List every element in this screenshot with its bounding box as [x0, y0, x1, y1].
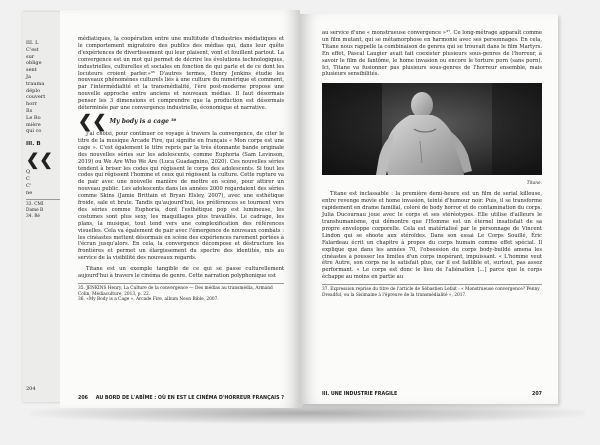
back-line: sur — [26, 53, 35, 60]
back-line: mière — [26, 121, 41, 128]
quote-marks-icon: ❮❮ — [78, 111, 107, 132]
back-line: C'est — [26, 46, 39, 53]
paragraph: au service d'une « monstrueuse convergence »³⁷. Ce long-métrage apparaît comme un film mutant, qui se métamorphose en harmonie avec ses personnages. En cela, Titane nous rappelle la combinaison de genres qui se trouvait dans le film Martyrs. En effet, Pascal Laugier avait fait coexister plusieurs sous-genres de l'horreur, à savoir le film de fantôme, le home invasion ou encore le torture porn (sans porn). Ici, Titane va fusionner pas plusieurs sous-genres de l'horreur ensemble, mais plusieurs sensibilités. — [322, 30, 542, 78]
section-title: My body is a cage ³⁶ — [109, 118, 177, 126]
back-line: horr — [26, 101, 38, 108]
footnotes — [322, 284, 542, 298]
quote-marks-icon: ❮❮ — [26, 150, 53, 170]
back-page-number: 204 — [26, 386, 36, 392]
back-line: Le Ro — [26, 114, 41, 121]
paragraph: Titane est inclassable : la première demi-heure est un film de serial killeuse, entre revenge movie et home invasion, teinté d'humour noir. Puis, il se transforme rapidement en drame familial, coloré de body horror et de contamination du corps. Julia Ducournau joue avec le corps et ses stéréotypes. Elle utilise d'ailleurs le transhumanisme, qui démontre que l'Homme est un éternel insatisfait de sa propre enveloppe corporelle. Cela est matérialisé par le personnage de Vincent Lindon qui se shoote aux stéroïdes. Dans son essai Le Corps Souillé, Éric Falardeau écrit un chapitre à propos du corps humain comme effet spécial. Il explique que dans les années 70, l'obsession du corps body-buildé amena les cinéastes à pousser les limites d'un corps inopérant, impuissant. « L'homme veut être Autre, son corps ne le satisfait plus, car il est faillible et, surtout, pas assez performant. « Le corps est donc le lieu de l'aliénation [...] parce que le corps échappe au moins en partie au — [322, 191, 542, 281]
back-note: 33. CMI — [26, 202, 44, 208]
back-line: déplo — [26, 87, 40, 94]
footnote: 37. Expression reprise du titre de l'article de Sébastien Lefait : « Monstrueuse convergence? Penny Dreadful, ou la Sisimaine à l'épreuve de la transmédialité », 2017. — [322, 287, 540, 298]
page-number: 206 — [78, 396, 89, 401]
back-line: Ils — [26, 107, 33, 114]
back-note: 34. Ré — [26, 213, 40, 219]
photo-caption: Titane. — [526, 181, 542, 187]
right-page-footer — [322, 392, 542, 397]
left-text-column — [78, 36, 284, 303]
back-line: ne — [26, 189, 33, 196]
left-page — [60, 10, 300, 408]
running-head: III. UNE INDUSTRIE FRAGILE — [322, 392, 398, 397]
back-line: C' — [26, 182, 32, 189]
section-heading — [78, 111, 284, 132]
back-line: sent — [26, 67, 37, 74]
back-line: III. L — [26, 40, 39, 46]
back-note: Dame B — [26, 207, 44, 213]
back-line: oblige — [26, 60, 42, 67]
left-page-footer — [78, 396, 284, 401]
film-still-photo — [322, 83, 542, 175]
paragraph: J'ai choisi, pour continuer ce voyage à travers la convergence, de citer le titre de la musique Arcade Fire, qui signifie en français « Mon corps est une cage ». C'est également le titre repris par la très étonnante bande originale des nouvelles séries sur les adolescents, comme Euphoria (Sam Levinson, 2019) ou We Are Who We Are (Luca Guadagnino, 2020). Ces nouvelles séries tendent à briser les codes qui régissent le corps des adolescents. Si tout les codes qui régissent l'homme et ceux qui régissent la culture. Cette rupture va de pair avec une nouvelle manière de mettre en scène, pour attirer un nouveau public. Les adolescents dans les années 2000 regardaient des séries comme Skins (Jamie Brittain et Bryan Elsley, 2007), avec une esthétique froide, sale et brute. Tandis qu'aujourd'hui, les préférences se tournent vers des séries comme Euphoria, dont l'esthétique pop est lumineuse, les costumes sont plus sexy, les maquillages plus travaillés. Le cadrage, les plans, la musique, tout tend vers une complexification des références visuelles. Cela va également de pair avec l'émergence de nouveaux combats : les cinéastes mettent désormais en scène des expériences rarement portées à l'écran jusqu'alors. En cela, la convergence décompose et déstructure les frontières et permet un élargissement du spectre des identités, mis au service de la visibilité des nouveaux regards. — [78, 130, 284, 262]
footnote: 36. «My Body is a Cage », Arcade Fire, album Neon Bible, 2007. — [78, 297, 219, 303]
right-text-column — [322, 30, 542, 298]
footnotes — [78, 283, 284, 303]
back-line: Q — [26, 169, 31, 176]
back-line: C — [26, 175, 30, 182]
running-head: AU BORD DE L'ABÎME : OÙ EN EST LE CINÉMA D'HORREUR FRANÇAIS ? — [95, 396, 284, 401]
back-line: couvert — [26, 94, 46, 101]
back-line: qui co — [26, 128, 42, 135]
paragraph: Titane est un exemple tangible de ce qui se passe culturellement aujourd'hui à travers le cinéma de genre. Cette narration polyphonique est — [78, 266, 284, 280]
footnote: 35. JENKINS Henry, La Culture de la convergence — Des médias au transmédia, Armand Colin, Médiaculture, 2013, p. 22. — [78, 286, 273, 297]
right-page — [300, 14, 558, 404]
back-section-label: III. B — [26, 141, 41, 148]
back-line: trauma — [26, 80, 45, 87]
paragraph: médiatiques, la coopération entre une multitude d'industries médiatiques et le comportement migratoire des publics des médias qui, dans leur quête d'expériences de divertissement qui leur plaisent, vont et fouillent partout. La convergence est un mot qui permet de décrire les évolutions technologiques, industrielles, culturelles et sociales en fonction de qui parle et de ce dont les locuteurs croient parler.»³⁵ D'autres termes, Henry Jenkins étudie les nouveaux phénomènes culturels liés à une culture du numérique et comment, par l'intermédialité et la transmédialité, l'ère post-moderne propose une nouvelle approche entre anciens et nouveaux médias. Il faut désormais penser les 3 dimensions et comprendre que la production est désormais déterminée par une convergence industrielle, économique et narrative. — [78, 36, 284, 112]
back-line: Ja — [26, 73, 31, 80]
page-number: 207 — [531, 392, 542, 397]
